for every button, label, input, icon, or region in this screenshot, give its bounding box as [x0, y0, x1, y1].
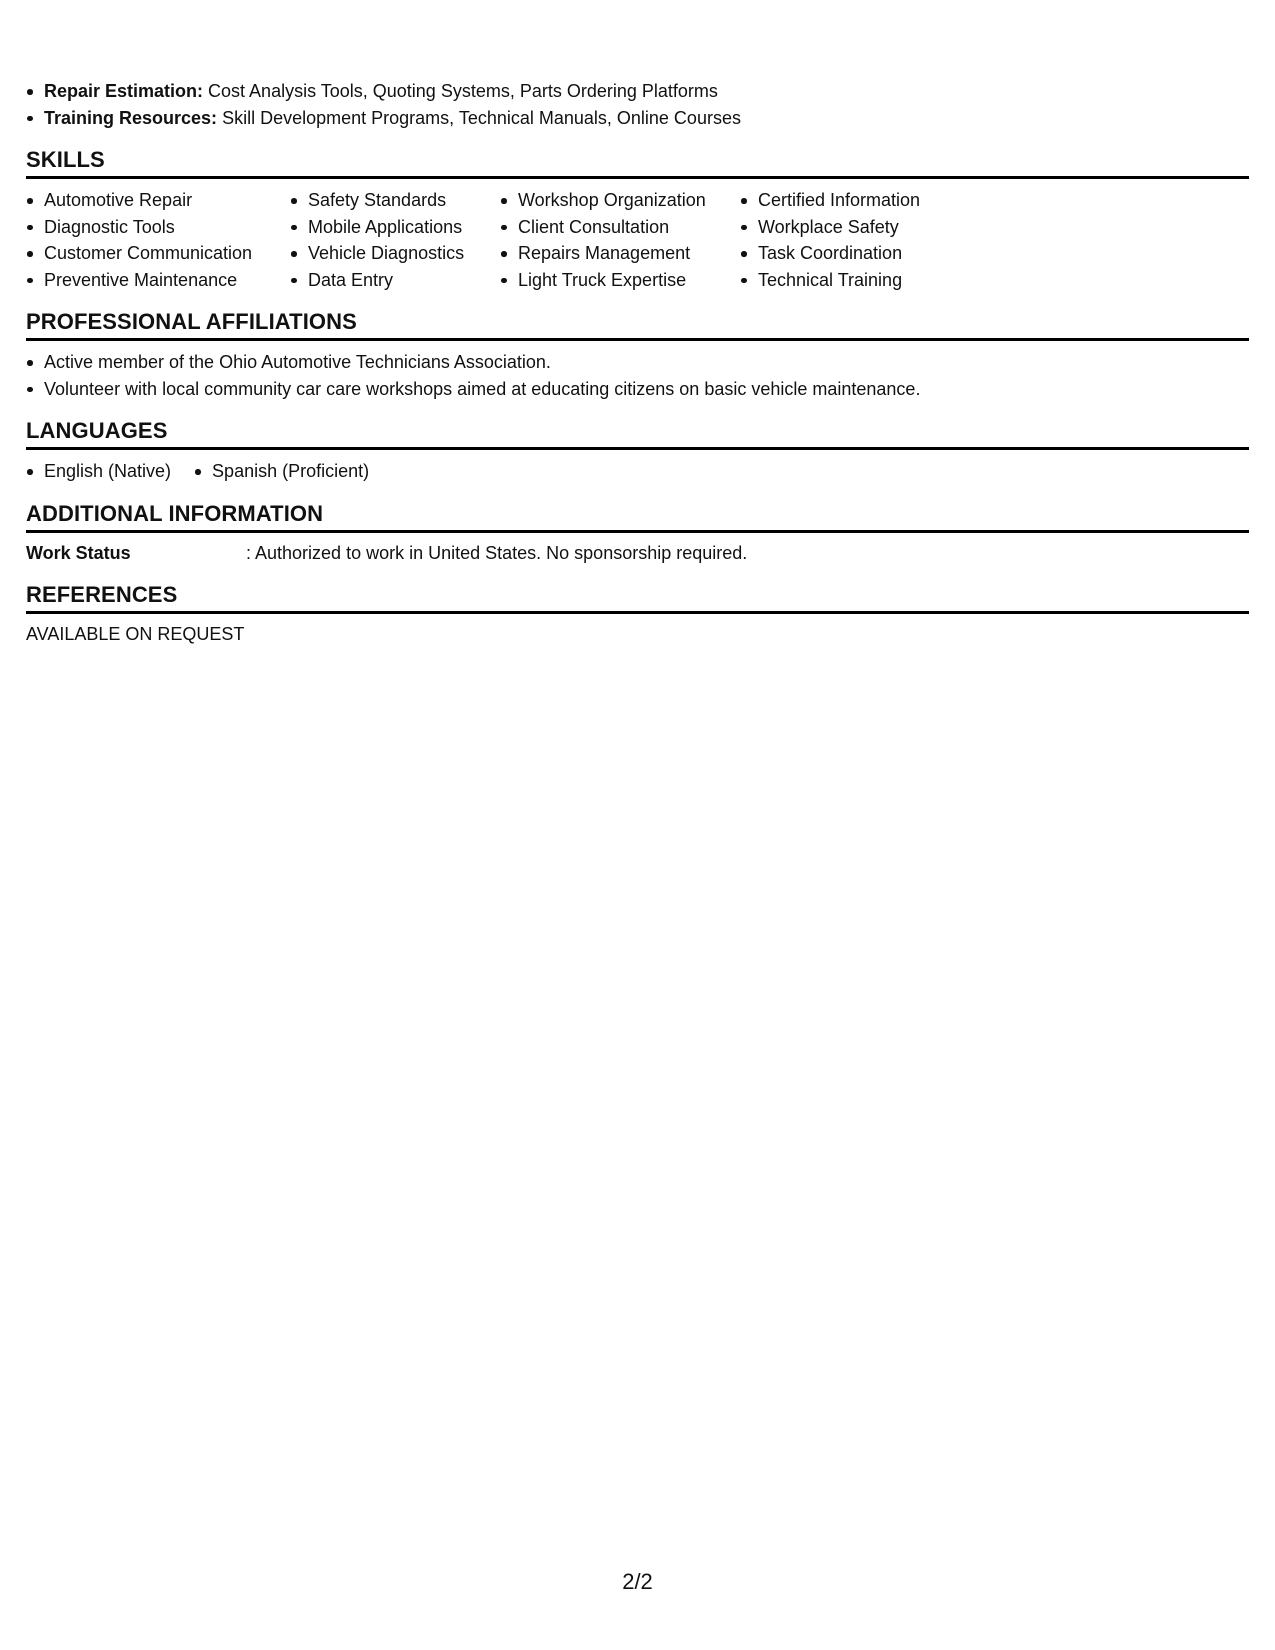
skill-item: Certified Information [740, 187, 960, 214]
list-item-text: Skill Development Programs, Technical Manuals, Online Courses [217, 107, 741, 128]
tools-list [26, 78, 1249, 131]
skills-column [290, 187, 500, 293]
affiliations-section [26, 309, 1249, 402]
section-title: ADDITIONAL INFORMATION [26, 501, 1249, 533]
list-item: Volunteer with local community car care workshops aimed at educating citizens on basic vehicle maintenance. [26, 376, 1249, 403]
skill-item: Client Consultation [500, 214, 740, 241]
skill-item: Data Entry [290, 267, 500, 294]
affiliations-list [26, 349, 1249, 402]
list-item [26, 78, 1249, 105]
language-item: Spanish (Proficient) [194, 458, 369, 485]
section-title: REFERENCES [26, 582, 1249, 614]
skill-item: Task Coordination [740, 240, 960, 267]
languages-section [26, 418, 1249, 485]
skill-item: Workshop Organization [500, 187, 740, 214]
skill-item: Preventive Maintenance [26, 267, 290, 294]
skills-column [740, 187, 960, 293]
work-status-label: Work Status [26, 542, 131, 563]
list-item [26, 105, 1249, 132]
skills-column [500, 187, 740, 293]
section-title: PROFESSIONAL AFFILIATIONS [26, 309, 1249, 341]
skill-item: Safety Standards [290, 187, 500, 214]
section-title: SKILLS [26, 147, 1249, 179]
skills-section [26, 147, 1249, 293]
skills-column [26, 187, 290, 293]
list-item-label: Training Resources: [44, 107, 218, 128]
list-item: Active member of the Ohio Automotive Technicians Association. [26, 349, 1249, 376]
skill-item: Technical Training [740, 267, 960, 294]
page-number: 2/2 [622, 1569, 653, 1594]
skill-item: Diagnostic Tools [26, 214, 290, 241]
language-item: English (Native) [26, 458, 171, 485]
references-text: AVAILABLE ON REQUEST [26, 623, 245, 644]
references-section [26, 582, 1249, 647]
skill-item: Automotive Repair [26, 187, 290, 214]
skill-item: Light Truck Expertise [500, 267, 740, 294]
skill-item: Customer Communication [26, 240, 290, 267]
resume-page [26, 78, 1249, 647]
skills-grid [26, 187, 1249, 293]
skill-item: Workplace Safety [740, 214, 960, 241]
list-item-text: Cost Analysis Tools, Quoting Systems, Parts Ordering Platforms [203, 81, 718, 101]
skill-item: Vehicle Diagnostics [290, 240, 500, 267]
section-title: LANGUAGES [26, 418, 1249, 450]
list-item-label: Repair Estimation: [44, 81, 204, 101]
skill-item: Repairs Management [500, 240, 740, 267]
skill-item: Mobile Applications [290, 214, 500, 241]
work-status-row [26, 540, 1249, 566]
work-status-value: : Authorized to work in United States. No sponsorship required. [246, 542, 748, 563]
languages-list [26, 458, 1249, 485]
additional-info-section [26, 501, 1249, 566]
